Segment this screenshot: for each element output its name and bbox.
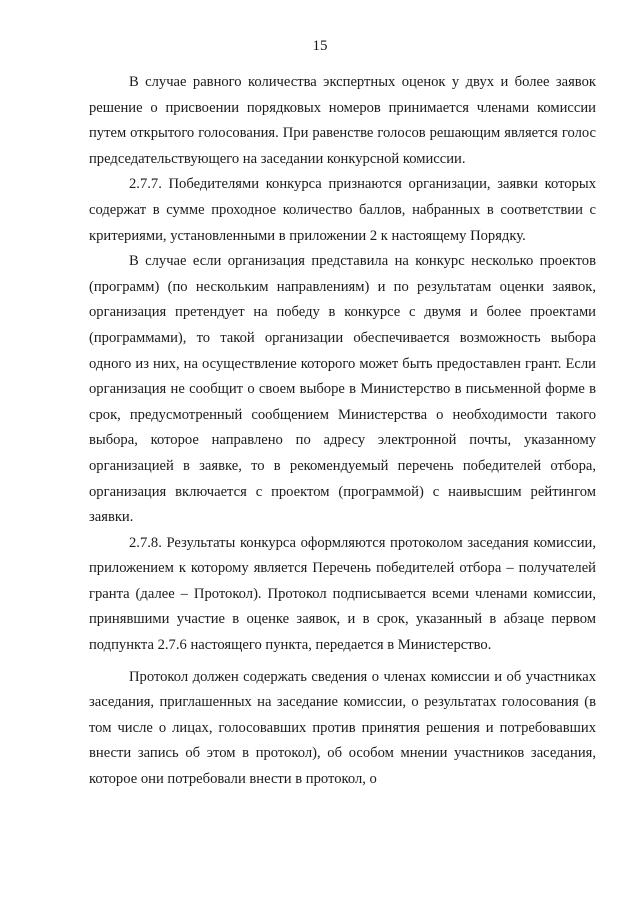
paragraph-protocol-contents: Протокол должен содержать сведения о членах комиссии и об участниках заседания, приглашенных на заседание комиссии, о результатах голосования (в том числе о лицах, голосовавших против принятия решения и потребовавших внести запись об этом в протокол), об особом мнении участников заседания, которое они потребовали внести в протокол, о bbox=[89, 668, 596, 788]
paragraph-multiple-projects: В случае если организация представила на конкурс несколько проектов (программ) (по нескольким направлениям) и по результатам оценки заявок, организация претендует на победу в конкурсе с двумя и более проектами (программами), то такой организации обеспечивается возможность выбора одного из них, на осуществление которого может быть предоставлен грант. Если организация не сообщит о своем выборе в Министерство в письменной форме в срок, предусмотренный сообщением Министерства о необходимости такого выбора, которое направлено по адресу электронной почты, указанному организацией в заявке, то в рекомендуемый перечень победителей отбора, организация включается с проектом (программой) с наивысшим рейтингом заявки. bbox=[89, 253, 596, 526]
page-number: 15 bbox=[312, 38, 328, 54]
paragraph-2-7-8-results: 2.7.8. Результаты конкурса оформляются протоколом заседания комиссии, приложением к которому является Перечень победителей отбора – получателей гранта (далее – Протокол). Протокол подписывается всеми членами комиссии, принявшими участие в оценке заявок, и в срок, указанный в абзаце первом подпункта 2.7.6 настоящего пункта, передается в Министерство. bbox=[89, 534, 596, 654]
document-body bbox=[89, 70, 596, 793]
paragraph-equal-scores: В случае равного количества экспертных оценок у двух и более заявок решение о присвоении порядковых номеров принимается членами комиссии путем открытого голосования. При равенстве голосов решающим является голос председательствующего на заседании конкурсной комиссии. bbox=[89, 74, 596, 167]
paragraph-2-7-7-winners: 2.7.7. Победителями конкурса признаются организации, заявки которых содержат в сумме проходное количество баллов, набранных в соответствии с критериями, установленными в приложении 2 к настоящему Порядку. bbox=[89, 176, 596, 244]
